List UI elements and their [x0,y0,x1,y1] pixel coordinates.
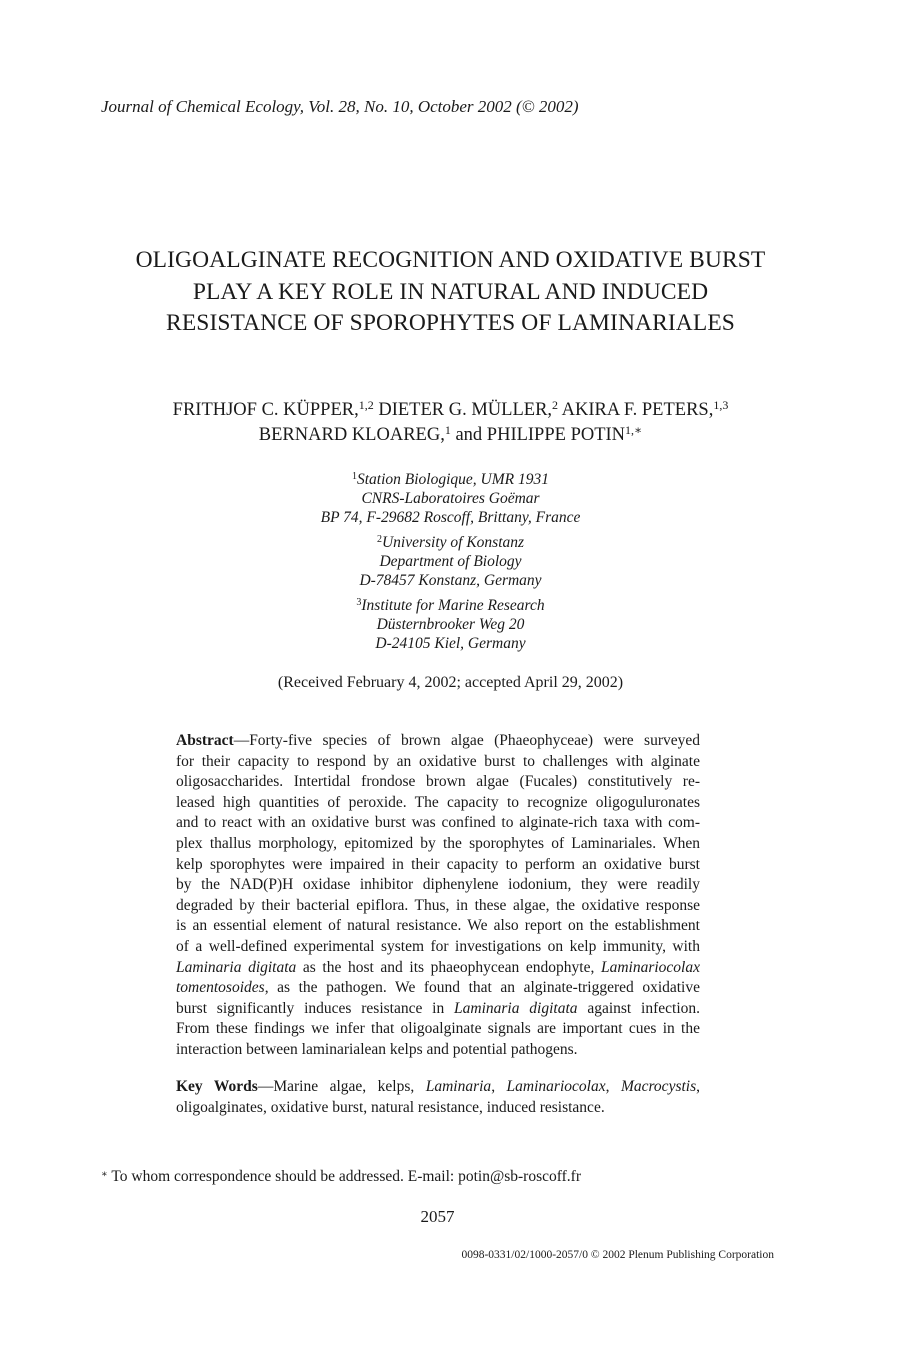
abstract-text: of a well-defined experimental system for investigations on kelp immunity, with [176,937,700,955]
title-line: RESISTANCE OF SPOROPHYTES OF LAMINARIALES [166,310,735,336]
keywords-text: —Marine algae, kelps, [257,1078,426,1095]
abstract-text: oligosaccharides. Intertidal frondose brown algae (Fucales) constitutively re- [176,773,700,791]
affiliation-line: Düsternbrooker Weg 20 [376,616,525,633]
author-affil-mark: 1,2 [358,398,374,412]
abstract-text: for their capacity to respond by an oxidative burst to challenges with alginate [176,752,700,770]
author-name: FRITHJOF C. KÜPPER, [172,400,359,420]
keywords-separator: , [605,1078,621,1095]
author-name: DIETER G. MÜLLER, [373,400,553,420]
affiliation-line: CNRS-Laboratoires Goëmar [361,490,540,507]
affiliations [150,470,751,659]
abstract-text: by the NAD(P)H oxidase inhibitor diphenylene iodonium, they were readily [176,876,700,894]
abstract-text: plex thallus morphology, epitomized by the sporophytes of Laminariales. When [176,834,700,852]
abstract-text: as the host and its phaeophycean endophyte, [296,958,601,976]
footnote-text: To whom correspondence should be addressed. E-mail: potin@sb-roscoff.fr [107,1168,581,1185]
abstract-text: From these findings we infer that oligoalginate signals are important cues in the [176,1020,700,1038]
author-affil-mark: 1,∗ [625,423,643,437]
abstract-label: Abstract [176,732,234,749]
page-number: 2057 [420,1207,455,1226]
keywords-separator: , [491,1078,507,1095]
received-dates: (Received February 4, 2002; accepted April 29, 2002) [277,674,624,691]
affiliation [150,470,751,527]
abstract-text: kelp sporophytes were impaired in their capacity to perform an oxidative burst [176,855,700,873]
keyword: Laminariocolax [506,1078,606,1095]
author-affil-mark: 1,3 [713,398,729,412]
keyword: Laminaria [425,1078,492,1095]
author-affil-mark: 1 [444,423,451,437]
author-affil-mark: 2 [552,398,559,412]
affiliation [150,533,751,590]
keywords-text: oligoalginates, oxidative burst, natural resistance, induced resistance. [176,1098,605,1116]
affiliation-number: 1 [351,471,357,482]
author-name: AKIRA F. PETERS, [558,400,714,420]
species-name: Laminaria digitata [454,999,578,1017]
title-line: OLIGOALGINATE RECOGNITION AND OXIDATIVE BURST [135,247,766,273]
abstract-text: burst significantly induces resistance in [176,999,455,1017]
abstract-text: —Forty-five species of brown algae (Phaeophyceae) were surveyed [233,732,700,749]
species-name: Laminariocolax [600,958,700,976]
title-line: PLAY A KEY ROLE IN NATURAL AND INDUCED [192,278,709,305]
affiliation-line: Department of Biology [379,553,522,570]
author-name: and PHILIPPE POTIN [450,425,626,445]
affiliation-line: Station Biologique, UMR 1931 [356,471,549,488]
keywords-separator: , [696,1078,700,1095]
abstract-text: leased high quantities of peroxide. The capacity to recognize oligoguluronates [176,793,700,811]
abstract [176,731,700,1061]
copyright-line: 0098-0331/02/1000-2057/0 © 2002 Plenum Publishing Corporation [461,1249,774,1261]
abstract-text: against infection. [577,999,701,1017]
abstract-text: interaction between laminarialean kelps and potential pathogens. [176,1040,578,1058]
author-name: BERNARD KLOAREG, [258,425,445,445]
species-name: Laminaria digitata [176,958,297,976]
journal-citation: Journal of Chemical Ecology, Vol. 28, No. 10, October 2002 (© 2002) [101,97,579,116]
affiliation-line: Institute for Marine Research [361,597,545,614]
abstract-text: degraded by their bacterial epiflora. Thus, in these algae, the oxidative response [176,896,700,914]
paper-title [60,245,841,340]
abstract-text: is an essential element of natural resistance. We also report on the establishment [176,917,700,935]
abstract-text: , as the pathogen. We found that an alginate-triggered oxidative [264,979,700,997]
affiliation-line: University of Konstanz [381,534,525,551]
affiliation-number: 3 [356,597,362,608]
affiliation-line: BP 74, F-29682 Roscoff, Brittany, France [320,509,581,526]
keywords-label: Key Words [176,1078,258,1095]
abstract-text: and to react with an oxidative burst was confined to alginate-rich taxa with com- [176,814,700,832]
author-list [40,398,861,448]
affiliation [150,596,751,653]
keyword: Macrocystis [620,1078,697,1095]
affiliation-number: 2 [376,534,382,545]
affiliation-line: D-24105 Kiel, Germany [375,635,526,652]
affiliation-line: D-78457 Konstanz, Germany [359,572,542,589]
correspondence-footnote [101,1168,581,1186]
species-name: tomentosoides [176,979,265,997]
key-words [176,1077,700,1118]
footnote-mark: ∗ [101,1169,108,1180]
